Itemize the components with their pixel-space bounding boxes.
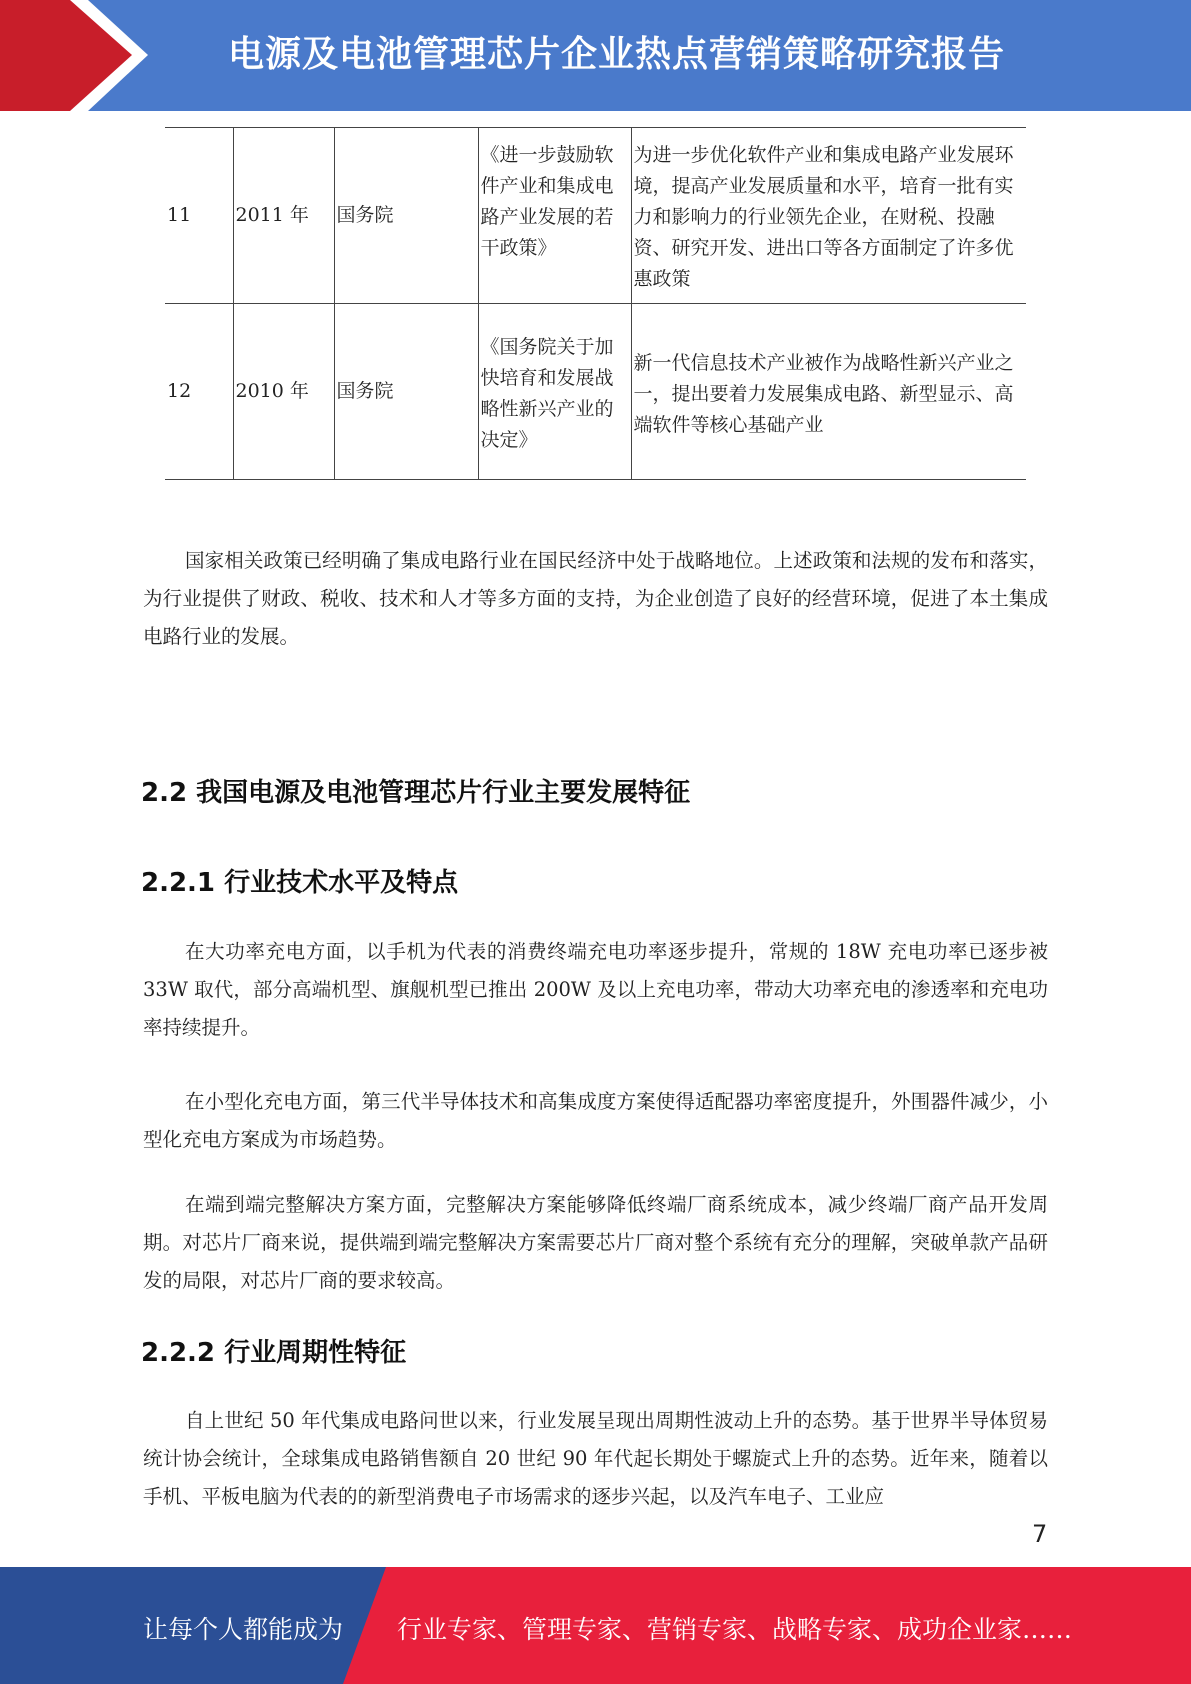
row-number: 12 xyxy=(165,304,233,480)
paragraph-end-to-end-solution: 在端到端完整解决方案方面，完整解决方案能够降低终端厂商系统成本，减少终端厂商产品开发周期。对芯片厂商来说，提供端到端完整解决方案需要芯片厂商对整个系统有充分的理解，突破单款产品研发的局限，对芯片厂商的要求较高。 xyxy=(143,1193,1048,1292)
section-heading-2-2-1: 2.2.1 行业技术水平及特点 xyxy=(141,868,459,898)
row-description: 为进一步优化软件产业和集成电路产业发展环境，提高产业发展质量和水平，培育一批有实力和影响力的行业领先企业，在财税、投融资、研究开发、进出口等各方面制定了许多优惠政策 xyxy=(631,128,1026,304)
table-row xyxy=(165,304,1026,480)
row-description: 新一代信息技术产业被作为战略性新兴产业之一，提出要着力发展集成电路、新型显示、高端软件等核心基础产业 xyxy=(631,304,1026,480)
footer-slogan-right: 行业专家、管理专家、营销专家、战略专家、成功企业家…… xyxy=(397,1615,1073,1644)
paragraph-miniaturized-charging: 在小型化充电方面，第三代半导体技术和高集成度方案使得适配器功率密度提升，外围器件减少，小型化充电方案成为市场趋势。 xyxy=(143,1090,1048,1151)
policy-table xyxy=(165,127,1026,480)
row-issuer: 国务院 xyxy=(334,304,478,480)
paragraph-policy-summary: 国家相关政策已经明确了集成电路行业在国民经济中处于战略地位。上述政策和法规的发布和落实，为行业提供了财政、税收、技术和人才等多方面的支持，为企业创造了良好的经营环境，促进了本土集成电路行业的发展。 xyxy=(143,549,1048,648)
table-row xyxy=(165,128,1026,304)
footer-slogan-left: 让每个人都能成为 xyxy=(143,1615,344,1644)
page-number: 7 xyxy=(1032,1520,1048,1548)
report-title: 电源及电池管理芯片企业热点营销策略研究报告 xyxy=(228,34,1006,75)
page-footer xyxy=(0,1567,1191,1684)
row-document: 《国务院关于加快培育和发展战略性新兴产业的决定》 xyxy=(478,304,631,480)
row-issuer: 国务院 xyxy=(334,128,478,304)
section-heading-2-2: 2.2 我国电源及电池管理芯片行业主要发展特征 xyxy=(141,778,691,808)
row-number: 11 xyxy=(165,128,233,304)
header-arrow-decoration xyxy=(0,0,160,111)
page-header xyxy=(0,0,1191,111)
row-year: 2010 年 xyxy=(233,304,334,480)
paragraph-high-power-charging: 在大功率充电方面，以手机为代表的消费终端充电功率逐步提升，常规的 18W 充电功率已逐步被 33W 取代，部分高端机型、旗舰机型已推出 200W 及以上充电功率，带动大功率充电的渗透率和充电功率持续提升。 xyxy=(143,940,1048,1039)
paragraph-industry-cycle: 自上世纪 50 年代集成电路问世以来，行业发展呈现出周期性波动上升的态势。基于世界半导体贸易统计协会统计，全球集成电路销售额自 20 世纪 90 年代起长期处于螺旋式上升的态势。近年来，随着以手机、平板电脑为代表的的新型消费电子市场需求的逐步兴起，以及汽车电子、工业应 xyxy=(143,1409,1048,1508)
row-document: 《进一步鼓励软件产业和集成电路产业发展的若干政策》 xyxy=(478,128,631,304)
section-heading-2-2-2: 2.2.2 行业周期性特征 xyxy=(141,1338,407,1368)
row-year: 2011 年 xyxy=(233,128,334,304)
